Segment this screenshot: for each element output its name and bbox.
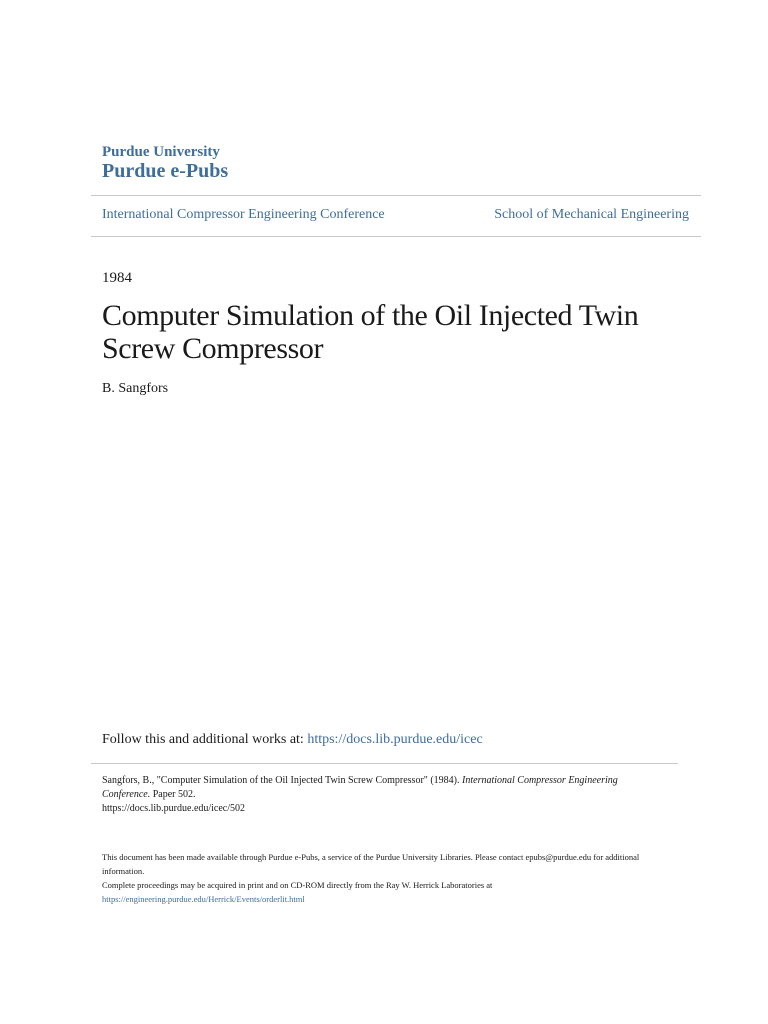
paper-title: Computer Simulation of the Oil Injected Twin Screw Compressor <box>102 299 639 365</box>
follow-line <box>102 732 483 748</box>
citation-paper-number: Paper 502. <box>150 789 196 800</box>
herrick-link[interactable]: https://engineering.purdue.edu/Herrick/Events/orderlit.html <box>102 894 305 904</box>
conference-link[interactable]: International Compressor Engineering Conference <box>102 207 385 222</box>
citation-text: Sangfors, B., "Computer Simulation of the Oil Injected Twin Screw Compressor" (1984). <box>102 775 463 786</box>
series-divider <box>91 236 701 237</box>
follow-link[interactable]: https://docs.lib.purdue.edu/icec <box>307 732 483 747</box>
citation-divider <box>91 763 678 764</box>
repository-name[interactable]: Purdue e-Pubs <box>102 160 229 182</box>
school-link[interactable]: School of Mechanical Engineering <box>494 207 689 222</box>
paper-author: B. Sangfors <box>102 381 169 396</box>
institution-name[interactable]: Purdue University <box>102 144 220 160</box>
notice-line-2: Complete proceedings may be acquired in print and on CD-ROM directly from the Ray W. Herrick Laboratories at <box>102 880 493 890</box>
follow-label: Follow this and additional works at: <box>102 732 304 747</box>
citation-url[interactable]: https://docs.lib.purdue.edu/icec/502 <box>102 803 246 814</box>
notice-line-1: This document has been made available through Purdue e-Pubs, a service of the Purdue University Libraries. Please contact epubs@purdue.edu for additional information. <box>102 852 640 876</box>
paper-year: 1984 <box>102 270 132 286</box>
citation-venue: International Compressor Engineering Conference. <box>102 775 618 800</box>
availability-notice <box>102 850 682 906</box>
top-divider <box>91 195 701 196</box>
citation-block <box>102 774 662 816</box>
